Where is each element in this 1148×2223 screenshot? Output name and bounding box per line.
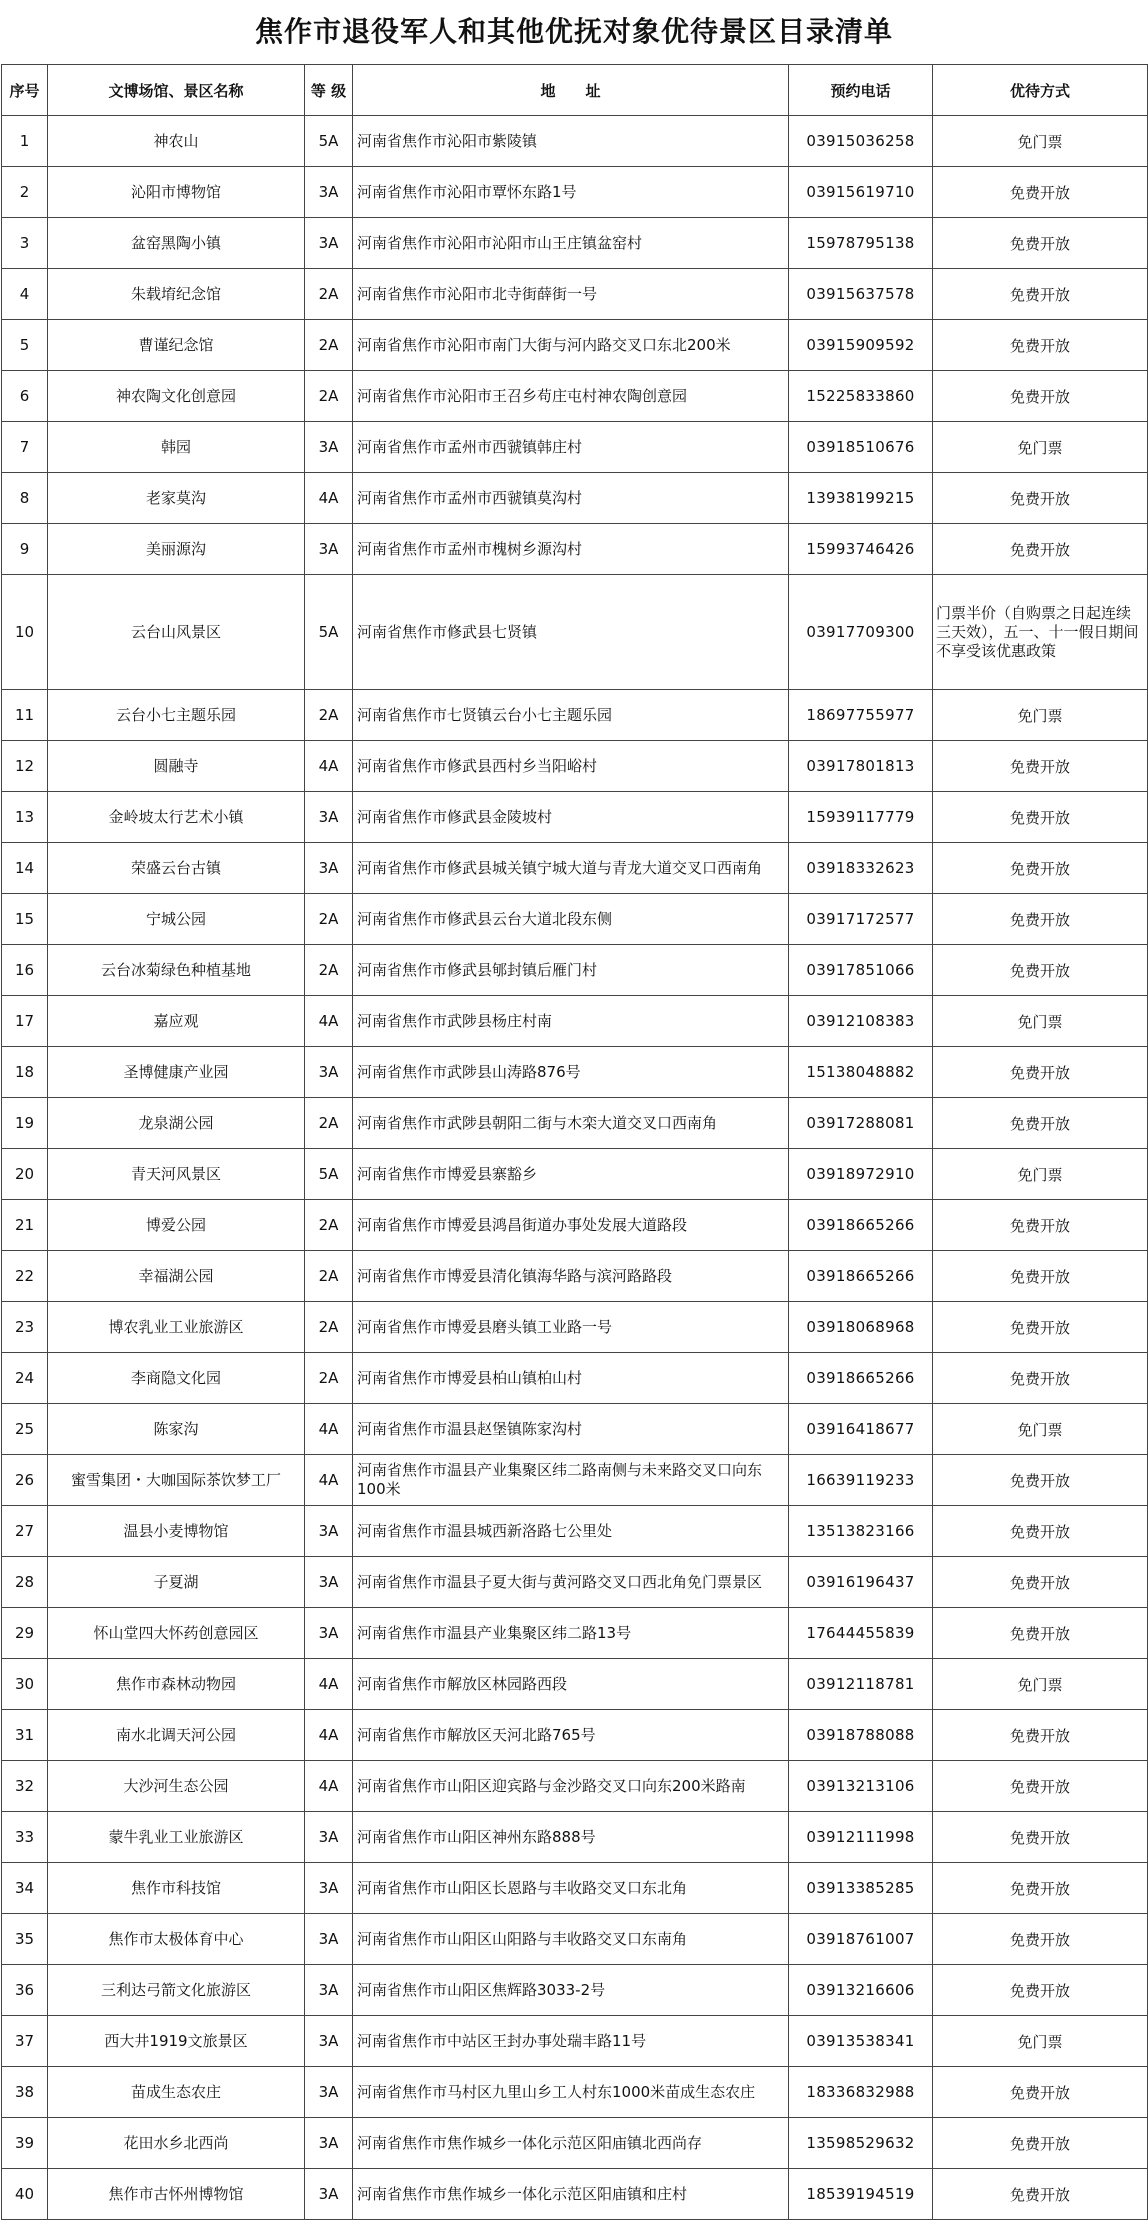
cell-no: 14 bbox=[2, 843, 48, 894]
cell-address: 河南省焦作市解放区天河北路765号 bbox=[353, 1710, 789, 1761]
table-row bbox=[2, 1353, 1148, 1404]
cell-address: 河南省焦作市博爱县磨头镇工业路一号 bbox=[353, 1302, 789, 1353]
cell-no: 27 bbox=[2, 1506, 48, 1557]
cell-grade: 3A bbox=[305, 1608, 353, 1659]
cell-mode: 免费开放 bbox=[933, 167, 1148, 218]
cell-address: 河南省焦作市武陟县杨庄村南 bbox=[353, 996, 789, 1047]
table-row bbox=[2, 1608, 1148, 1659]
cell-mode: 免费开放 bbox=[933, 1812, 1148, 1863]
cell-phone: 03918761007 bbox=[789, 1914, 933, 1965]
cell-name: 焦作市古怀州博物馆 bbox=[48, 2169, 305, 2220]
cell-name: 神农山 bbox=[48, 116, 305, 167]
cell-mode: 免费开放 bbox=[933, 1353, 1148, 1404]
table-row bbox=[2, 575, 1148, 690]
cell-phone: 03917288081 bbox=[789, 1098, 933, 1149]
cell-phone: 17644455839 bbox=[789, 1608, 933, 1659]
header-name: 文博场馆、景区名称 bbox=[48, 65, 305, 116]
cell-phone: 03912108383 bbox=[789, 996, 933, 1047]
cell-mode: 免费开放 bbox=[933, 2118, 1148, 2169]
cell-name: 三利达弓箭文化旅游区 bbox=[48, 1965, 305, 2016]
cell-grade: 5A bbox=[305, 116, 353, 167]
cell-grade: 3A bbox=[305, 524, 353, 575]
cell-mode: 免门票 bbox=[933, 116, 1148, 167]
table-row bbox=[2, 1710, 1148, 1761]
cell-name: 盆窑黑陶小镇 bbox=[48, 218, 305, 269]
cell-grade: 2A bbox=[305, 320, 353, 371]
table-row bbox=[2, 269, 1148, 320]
cell-name: 青天河风景区 bbox=[48, 1149, 305, 1200]
cell-no: 31 bbox=[2, 1710, 48, 1761]
cell-phone: 03918665266 bbox=[789, 1200, 933, 1251]
cell-no: 5 bbox=[2, 320, 48, 371]
cell-no: 13 bbox=[2, 792, 48, 843]
cell-name: 云台冰菊绿色种植基地 bbox=[48, 945, 305, 996]
table-row bbox=[2, 2016, 1148, 2067]
cell-mode: 免费开放 bbox=[933, 1761, 1148, 1812]
table-row bbox=[2, 945, 1148, 996]
cell-address: 河南省焦作市山阳区山阳路与丰收路交叉口东南角 bbox=[353, 1914, 789, 1965]
cell-mode: 免费开放 bbox=[933, 792, 1148, 843]
cell-no: 7 bbox=[2, 422, 48, 473]
cell-no: 39 bbox=[2, 2118, 48, 2169]
cell-mode: 免费开放 bbox=[933, 1251, 1148, 1302]
cell-no: 4 bbox=[2, 269, 48, 320]
document-title: 焦作市退役军人和其他优抚对象优待景区目录清单 bbox=[254, 15, 893, 48]
cell-no: 9 bbox=[2, 524, 48, 575]
cell-no: 11 bbox=[2, 690, 48, 741]
cell-name: 李商隐文化园 bbox=[48, 1353, 305, 1404]
cell-name: 大沙河生态公园 bbox=[48, 1761, 305, 1812]
table-row bbox=[2, 996, 1148, 1047]
cell-grade: 5A bbox=[305, 575, 353, 690]
cell-name: 圆融寺 bbox=[48, 741, 305, 792]
cell-no: 6 bbox=[2, 371, 48, 422]
table-row bbox=[2, 2169, 1148, 2220]
cell-address: 河南省焦作市武陟县山涛路876号 bbox=[353, 1047, 789, 1098]
table-row bbox=[2, 1302, 1148, 1353]
cell-mode: 免费开放 bbox=[933, 218, 1148, 269]
cell-grade: 4A bbox=[305, 473, 353, 524]
table-row bbox=[2, 1455, 1148, 1506]
cell-name: 怀山堂四大怀药创意园区 bbox=[48, 1608, 305, 1659]
cell-phone: 03917851066 bbox=[789, 945, 933, 996]
cell-name: 云台小七主题乐园 bbox=[48, 690, 305, 741]
cell-grade: 3A bbox=[305, 1047, 353, 1098]
cell-address: 河南省焦作市沁阳市沁阳市山王庄镇盆窑村 bbox=[353, 218, 789, 269]
table-row bbox=[2, 1557, 1148, 1608]
cell-grade: 2A bbox=[305, 269, 353, 320]
cell-mode: 免费开放 bbox=[933, 1098, 1148, 1149]
cell-name: 幸福湖公园 bbox=[48, 1251, 305, 1302]
cell-no: 12 bbox=[2, 741, 48, 792]
cell-name: 嘉应观 bbox=[48, 996, 305, 1047]
table-row bbox=[2, 1506, 1148, 1557]
cell-mode: 免费开放 bbox=[933, 1914, 1148, 1965]
table-row bbox=[2, 1047, 1148, 1098]
cell-name: 老家莫沟 bbox=[48, 473, 305, 524]
cell-grade: 3A bbox=[305, 1863, 353, 1914]
cell-phone: 03913385285 bbox=[789, 1863, 933, 1914]
cell-no: 40 bbox=[2, 2169, 48, 2220]
cell-grade: 3A bbox=[305, 167, 353, 218]
cell-address: 河南省焦作市温县子夏大街与黄河路交叉口西北角免门票景区 bbox=[353, 1557, 789, 1608]
scenic-spot-table bbox=[1, 64, 1148, 2220]
header-phone: 预约电话 bbox=[789, 65, 933, 116]
cell-grade: 3A bbox=[305, 2067, 353, 2118]
cell-address: 河南省焦作市焦作城乡一体化示范区阳庙镇和庄村 bbox=[353, 2169, 789, 2220]
cell-mode: 免门票 bbox=[933, 422, 1148, 473]
cell-address: 河南省焦作市沁阳市覃怀东路1号 bbox=[353, 167, 789, 218]
table-row bbox=[2, 1761, 1148, 1812]
cell-mode: 免费开放 bbox=[933, 473, 1148, 524]
cell-grade: 2A bbox=[305, 894, 353, 945]
table-row bbox=[2, 1149, 1148, 1200]
table-body bbox=[2, 116, 1148, 2220]
cell-grade: 3A bbox=[305, 843, 353, 894]
cell-no: 17 bbox=[2, 996, 48, 1047]
cell-address: 河南省焦作市沁阳市王召乡苟庄屯村神农陶创意园 bbox=[353, 371, 789, 422]
table-row bbox=[2, 741, 1148, 792]
cell-phone: 16639119233 bbox=[789, 1455, 933, 1506]
cell-mode: 免费开放 bbox=[933, 1557, 1148, 1608]
table-row bbox=[2, 792, 1148, 843]
cell-mode: 门票半价（自购票之日起连续三天效），五一、十一假日期间不享受该优惠政策 bbox=[933, 575, 1148, 690]
cell-grade: 4A bbox=[305, 1455, 353, 1506]
cell-name: 圣博健康产业园 bbox=[48, 1047, 305, 1098]
cell-mode: 免费开放 bbox=[933, 1302, 1148, 1353]
cell-name: 苗成生态农庄 bbox=[48, 2067, 305, 2118]
table-row bbox=[2, 167, 1148, 218]
cell-name: 美丽源沟 bbox=[48, 524, 305, 575]
cell-no: 38 bbox=[2, 2067, 48, 2118]
cell-address: 河南省焦作市博爱县清化镇海华路与滨河路路段 bbox=[353, 1251, 789, 1302]
cell-phone: 15939117779 bbox=[789, 792, 933, 843]
cell-name: 子夏湖 bbox=[48, 1557, 305, 1608]
cell-phone: 03917172577 bbox=[789, 894, 933, 945]
cell-name: 温县小麦博物馆 bbox=[48, 1506, 305, 1557]
table-row bbox=[2, 690, 1148, 741]
cell-phone: 15978795138 bbox=[789, 218, 933, 269]
cell-grade: 4A bbox=[305, 1710, 353, 1761]
cell-mode: 免费开放 bbox=[933, 2169, 1148, 2220]
cell-grade: 3A bbox=[305, 1914, 353, 1965]
table-row bbox=[2, 843, 1148, 894]
cell-phone: 03912111998 bbox=[789, 1812, 933, 1863]
cell-name: 沁阳市博物馆 bbox=[48, 167, 305, 218]
cell-phone: 03913216606 bbox=[789, 1965, 933, 2016]
cell-grade: 2A bbox=[305, 945, 353, 996]
table-row bbox=[2, 2118, 1148, 2169]
cell-grade: 3A bbox=[305, 1557, 353, 1608]
cell-mode: 免费开放 bbox=[933, 1455, 1148, 1506]
cell-name: 龙泉湖公园 bbox=[48, 1098, 305, 1149]
cell-grade: 4A bbox=[305, 1761, 353, 1812]
cell-address: 河南省焦作市山阳区迎宾路与金沙路交叉口向东200米路南 bbox=[353, 1761, 789, 1812]
cell-grade: 5A bbox=[305, 1149, 353, 1200]
cell-address: 河南省焦作市修武县郇封镇后雁门村 bbox=[353, 945, 789, 996]
cell-address: 河南省焦作市博爱县鸿昌街道办事处发展大道路段 bbox=[353, 1200, 789, 1251]
cell-name: 荣盛云台古镇 bbox=[48, 843, 305, 894]
cell-address: 河南省焦作市焦作城乡一体化示范区阳庙镇北西尚存 bbox=[353, 2118, 789, 2169]
cell-mode: 免费开放 bbox=[933, 1200, 1148, 1251]
table-row bbox=[2, 1251, 1148, 1302]
cell-grade: 4A bbox=[305, 1659, 353, 1710]
cell-address: 河南省焦作市七贤镇云台小七主题乐园 bbox=[353, 690, 789, 741]
cell-address: 河南省焦作市武陟县朝阳二街与木栾大道交叉口西南角 bbox=[353, 1098, 789, 1149]
cell-phone: 03918068968 bbox=[789, 1302, 933, 1353]
cell-phone: 03918332623 bbox=[789, 843, 933, 894]
cell-phone: 13938199215 bbox=[789, 473, 933, 524]
cell-no: 32 bbox=[2, 1761, 48, 1812]
cell-phone: 03918972910 bbox=[789, 1149, 933, 1200]
cell-mode: 免门票 bbox=[933, 2016, 1148, 2067]
cell-mode: 免门票 bbox=[933, 1149, 1148, 1200]
cell-address: 河南省焦作市山阳区焦辉路3033-2号 bbox=[353, 1965, 789, 2016]
table-row bbox=[2, 1965, 1148, 2016]
cell-phone: 03916418677 bbox=[789, 1404, 933, 1455]
cell-mode: 免门票 bbox=[933, 996, 1148, 1047]
cell-no: 2 bbox=[2, 167, 48, 218]
cell-phone: 13598529632 bbox=[789, 2118, 933, 2169]
header-grade: 等 级 bbox=[305, 65, 353, 116]
cell-name: 神农陶文化创意园 bbox=[48, 371, 305, 422]
cell-no: 29 bbox=[2, 1608, 48, 1659]
cell-grade: 3A bbox=[305, 1812, 353, 1863]
cell-phone: 03918788088 bbox=[789, 1710, 933, 1761]
cell-mode: 免费开放 bbox=[933, 371, 1148, 422]
cell-phone: 03913213106 bbox=[789, 1761, 933, 1812]
table-row bbox=[2, 1098, 1148, 1149]
cell-no: 22 bbox=[2, 1251, 48, 1302]
cell-no: 33 bbox=[2, 1812, 48, 1863]
table-row bbox=[2, 320, 1148, 371]
cell-name: 博爱公园 bbox=[48, 1200, 305, 1251]
cell-phone: 03917801813 bbox=[789, 741, 933, 792]
cell-address: 河南省焦作市温县产业集聚区纬二路13号 bbox=[353, 1608, 789, 1659]
cell-address: 河南省焦作市孟州市西虢镇莫沟村 bbox=[353, 473, 789, 524]
cell-phone: 18539194519 bbox=[789, 2169, 933, 2220]
cell-grade: 3A bbox=[305, 2118, 353, 2169]
cell-name: 南水北调天河公园 bbox=[48, 1710, 305, 1761]
cell-name: 宁城公园 bbox=[48, 894, 305, 945]
cell-mode: 免费开放 bbox=[933, 945, 1148, 996]
cell-grade: 4A bbox=[305, 741, 353, 792]
cell-name: 陈家沟 bbox=[48, 1404, 305, 1455]
cell-address: 河南省焦作市修武县西村乡当阳峪村 bbox=[353, 741, 789, 792]
table-row bbox=[2, 371, 1148, 422]
table-row bbox=[2, 2067, 1148, 2118]
cell-name: 博农乳业工业旅游区 bbox=[48, 1302, 305, 1353]
cell-address: 河南省焦作市博爱县柏山镇柏山村 bbox=[353, 1353, 789, 1404]
cell-phone: 03916196437 bbox=[789, 1557, 933, 1608]
cell-address: 河南省焦作市修武县城关镇宁城大道与青龙大道交叉口西南角 bbox=[353, 843, 789, 894]
cell-no: 30 bbox=[2, 1659, 48, 1710]
table-row bbox=[2, 116, 1148, 167]
cell-name: 花田水乡北西尚 bbox=[48, 2118, 305, 2169]
cell-address: 河南省焦作市温县赵堡镇陈家沟村 bbox=[353, 1404, 789, 1455]
cell-phone: 03918510676 bbox=[789, 422, 933, 473]
cell-mode: 免门票 bbox=[933, 1659, 1148, 1710]
cell-address: 河南省焦作市博爱县寨豁乡 bbox=[353, 1149, 789, 1200]
cell-no: 28 bbox=[2, 1557, 48, 1608]
cell-name: 曹谨纪念馆 bbox=[48, 320, 305, 371]
cell-grade: 3A bbox=[305, 1506, 353, 1557]
cell-no: 10 bbox=[2, 575, 48, 690]
cell-name: 焦作市森林动物园 bbox=[48, 1659, 305, 1710]
cell-mode: 免费开放 bbox=[933, 2067, 1148, 2118]
cell-name: 西大井1919文旅景区 bbox=[48, 2016, 305, 2067]
cell-mode: 免费开放 bbox=[933, 894, 1148, 945]
cell-grade: 2A bbox=[305, 371, 353, 422]
cell-name: 朱载堉纪念馆 bbox=[48, 269, 305, 320]
cell-grade: 3A bbox=[305, 792, 353, 843]
table-row bbox=[2, 1914, 1148, 1965]
cell-mode: 免费开放 bbox=[933, 524, 1148, 575]
cell-no: 35 bbox=[2, 1914, 48, 1965]
table-row bbox=[2, 1812, 1148, 1863]
cell-phone: 03917709300 bbox=[789, 575, 933, 690]
cell-mode: 免费开放 bbox=[933, 741, 1148, 792]
table-row bbox=[2, 1863, 1148, 1914]
cell-phone: 15993746426 bbox=[789, 524, 933, 575]
cell-grade: 3A bbox=[305, 218, 353, 269]
cell-phone: 13513823166 bbox=[789, 1506, 933, 1557]
cell-address: 河南省焦作市孟州市槐树乡源沟村 bbox=[353, 524, 789, 575]
cell-phone: 03918665266 bbox=[789, 1251, 933, 1302]
cell-phone: 03915036258 bbox=[789, 116, 933, 167]
cell-phone: 15138048882 bbox=[789, 1047, 933, 1098]
cell-no: 3 bbox=[2, 218, 48, 269]
cell-phone: 03915909592 bbox=[789, 320, 933, 371]
cell-no: 23 bbox=[2, 1302, 48, 1353]
cell-no: 15 bbox=[2, 894, 48, 945]
table-header-row bbox=[2, 65, 1148, 116]
cell-address: 河南省焦作市温县产业集聚区纬二路南侧与未来路交叉口向东100米 bbox=[353, 1455, 789, 1506]
table-row bbox=[2, 218, 1148, 269]
cell-no: 18 bbox=[2, 1047, 48, 1098]
cell-no: 8 bbox=[2, 473, 48, 524]
cell-mode: 免费开放 bbox=[933, 1863, 1148, 1914]
cell-phone: 03918665266 bbox=[789, 1353, 933, 1404]
cell-mode: 免费开放 bbox=[933, 1710, 1148, 1761]
cell-address: 河南省焦作市修武县云台大道北段东侧 bbox=[353, 894, 789, 945]
cell-phone: 15225833860 bbox=[789, 371, 933, 422]
cell-name: 焦作市科技馆 bbox=[48, 1863, 305, 1914]
cell-no: 1 bbox=[2, 116, 48, 167]
cell-address: 河南省焦作市解放区林园路西段 bbox=[353, 1659, 789, 1710]
table-row bbox=[2, 1659, 1148, 1710]
header-mode: 优待方式 bbox=[933, 65, 1148, 116]
cell-mode: 免门票 bbox=[933, 1404, 1148, 1455]
cell-mode: 免费开放 bbox=[933, 1047, 1148, 1098]
cell-grade: 2A bbox=[305, 1200, 353, 1251]
cell-address: 河南省焦作市山阳区长恩路与丰收路交叉口东北角 bbox=[353, 1863, 789, 1914]
header-address: 地 址 bbox=[353, 65, 789, 116]
cell-no: 20 bbox=[2, 1149, 48, 1200]
cell-no: 36 bbox=[2, 1965, 48, 2016]
cell-address: 河南省焦作市沁阳市南门大街与河内路交叉口东北200米 bbox=[353, 320, 789, 371]
cell-address: 河南省焦作市修武县七贤镇 bbox=[353, 575, 789, 690]
cell-no: 19 bbox=[2, 1098, 48, 1149]
cell-address: 河南省焦作市沁阳市北寺街薛街一号 bbox=[353, 269, 789, 320]
cell-mode: 免门票 bbox=[933, 690, 1148, 741]
cell-mode: 免费开放 bbox=[933, 1506, 1148, 1557]
cell-grade: 4A bbox=[305, 1404, 353, 1455]
cell-grade: 3A bbox=[305, 2169, 353, 2220]
cell-grade: 2A bbox=[305, 690, 353, 741]
table-row bbox=[2, 422, 1148, 473]
cell-mode: 免费开放 bbox=[933, 320, 1148, 371]
cell-address: 河南省焦作市中站区王封办事处瑞丰路11号 bbox=[353, 2016, 789, 2067]
cell-address: 河南省焦作市山阳区神州东路888号 bbox=[353, 1812, 789, 1863]
table-row bbox=[2, 1404, 1148, 1455]
table-row bbox=[2, 894, 1148, 945]
cell-phone: 18697755977 bbox=[789, 690, 933, 741]
cell-no: 16 bbox=[2, 945, 48, 996]
cell-no: 26 bbox=[2, 1455, 48, 1506]
cell-phone: 03912118781 bbox=[789, 1659, 933, 1710]
cell-grade: 2A bbox=[305, 1251, 353, 1302]
cell-grade: 2A bbox=[305, 1302, 353, 1353]
cell-grade: 4A bbox=[305, 996, 353, 1047]
cell-mode: 免费开放 bbox=[933, 843, 1148, 894]
header-no: 序号 bbox=[2, 65, 48, 116]
cell-address: 河南省焦作市沁阳市紫陵镇 bbox=[353, 116, 789, 167]
cell-no: 24 bbox=[2, 1353, 48, 1404]
cell-phone: 03913538341 bbox=[789, 2016, 933, 2067]
cell-name: 蜜雪集团・大咖国际茶饮梦工厂 bbox=[48, 1455, 305, 1506]
cell-phone: 18336832988 bbox=[789, 2067, 933, 2118]
cell-name: 韩园 bbox=[48, 422, 305, 473]
cell-grade: 3A bbox=[305, 1965, 353, 2016]
cell-mode: 免费开放 bbox=[933, 1608, 1148, 1659]
cell-phone: 03915619710 bbox=[789, 167, 933, 218]
table-row bbox=[2, 473, 1148, 524]
cell-grade: 3A bbox=[305, 422, 353, 473]
cell-address: 河南省焦作市孟州市西虢镇韩庄村 bbox=[353, 422, 789, 473]
cell-no: 25 bbox=[2, 1404, 48, 1455]
cell-phone: 03915637578 bbox=[789, 269, 933, 320]
table-row bbox=[2, 1200, 1148, 1251]
table-row bbox=[2, 524, 1148, 575]
cell-grade: 2A bbox=[305, 1353, 353, 1404]
cell-grade: 2A bbox=[305, 1098, 353, 1149]
cell-address: 河南省焦作市马村区九里山乡工人村东1000米苗成生态农庄 bbox=[353, 2067, 789, 2118]
cell-no: 21 bbox=[2, 1200, 48, 1251]
cell-no: 37 bbox=[2, 2016, 48, 2067]
cell-mode: 免费开放 bbox=[933, 269, 1148, 320]
cell-name: 金岭坡太行艺术小镇 bbox=[48, 792, 305, 843]
cell-name: 蒙牛乳业工业旅游区 bbox=[48, 1812, 305, 1863]
cell-address: 河南省焦作市温县城西新洛路七公里处 bbox=[353, 1506, 789, 1557]
cell-mode: 免费开放 bbox=[933, 1965, 1148, 2016]
cell-no: 34 bbox=[2, 1863, 48, 1914]
cell-name: 云台山风景区 bbox=[48, 575, 305, 690]
cell-address: 河南省焦作市修武县金陵坡村 bbox=[353, 792, 789, 843]
cell-grade: 3A bbox=[305, 2016, 353, 2067]
cell-name: 焦作市太极体育中心 bbox=[48, 1914, 305, 1965]
